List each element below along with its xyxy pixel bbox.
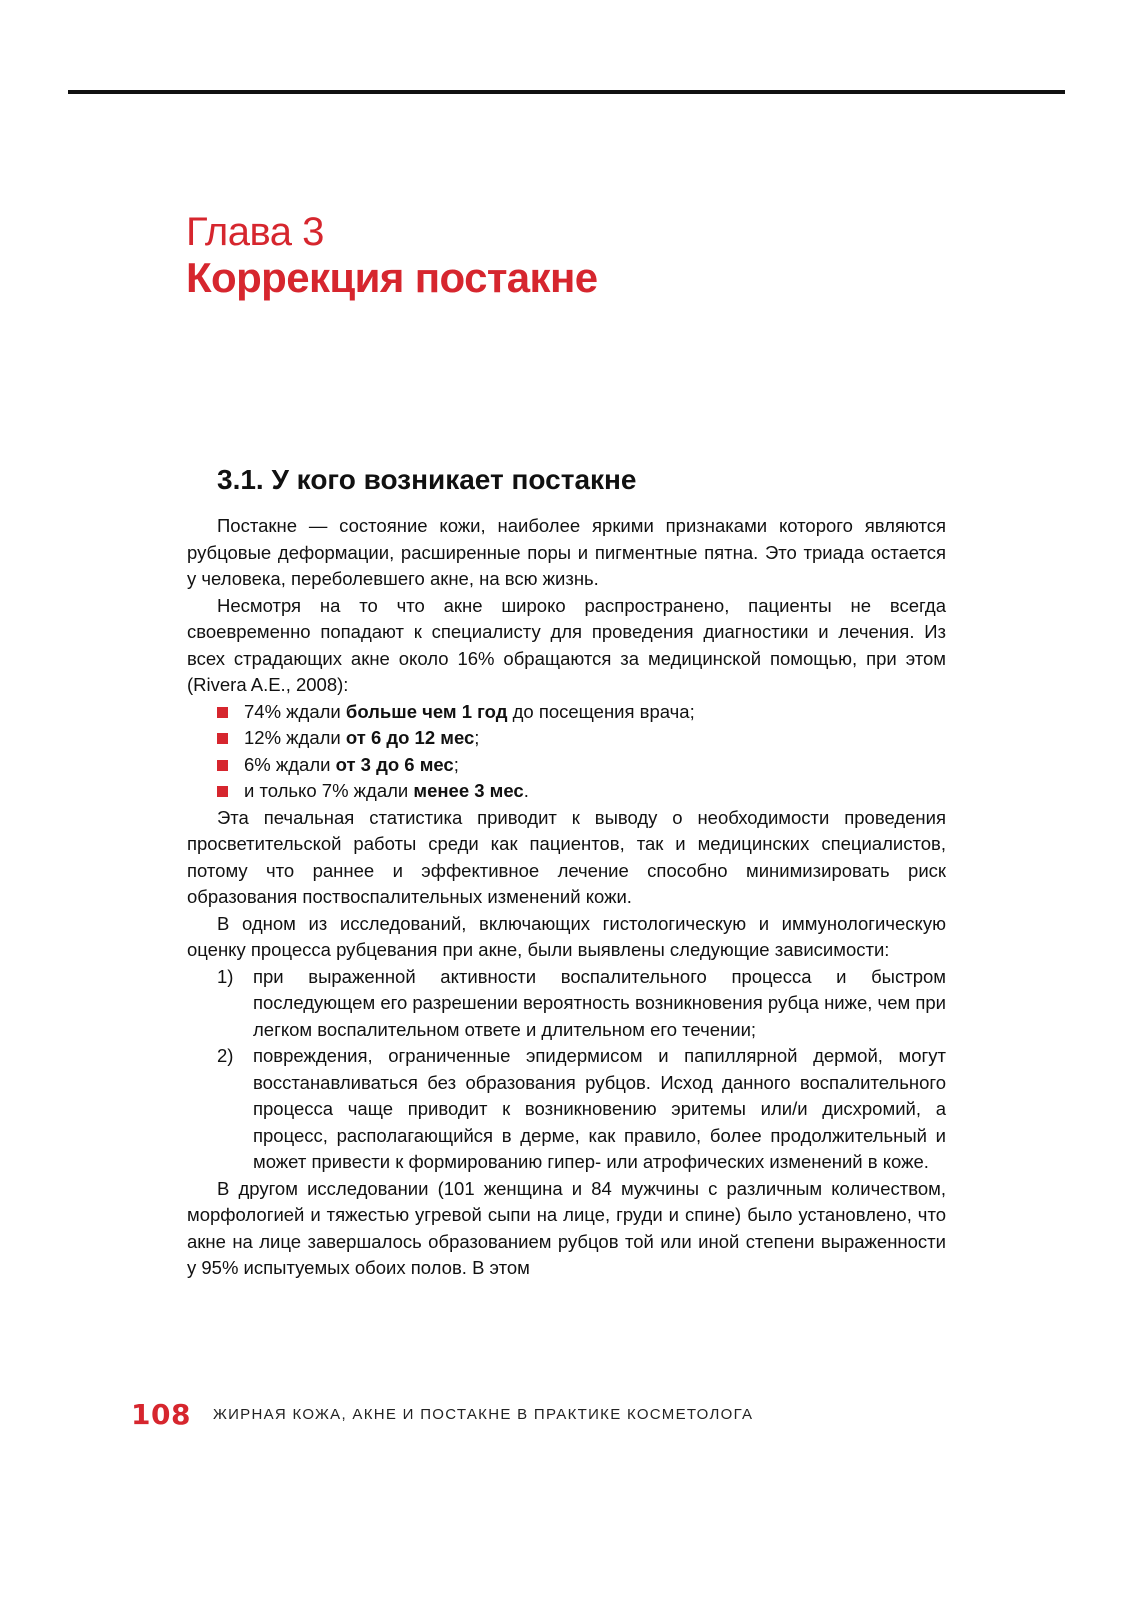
paragraph: В другом исследовании (101 женщина и 84 мужчины с различным количеством, морфологией и тяжестью угревой сыпи на лице, груди и спине) было установлено, что акне на лице завершалось образованием рубцов той или иной степени выраженности у 95% испытуемых обоих полов. В этом	[187, 1177, 946, 1278]
bullet-text: 12% ждали	[244, 727, 346, 748]
bullet-item	[187, 752, 946, 779]
chapter-label: Глава 3	[186, 210, 324, 254]
numbered-text: при выраженной активности воспалительного процесса и быстром последующем его разрешении вероятность возникновения рубца ниже, чем при легком воспалительном ответе и длительном его течении;	[253, 965, 946, 1040]
red-square-bullet-icon	[217, 707, 228, 718]
numbered-item	[187, 1043, 946, 1176]
running-title: ЖИРНАЯ КОЖА, АКНЕ И ПОСТАКНЕ В ПРАКТИКЕ КОСМЕТОЛОГА	[212, 1405, 754, 1423]
bullet-text: до посещения врача;	[507, 700, 695, 722]
bullet-item	[187, 699, 946, 726]
numbered-item	[187, 964, 946, 1044]
bullet-text: ;	[453, 753, 459, 775]
item-number: 2)	[217, 1045, 234, 1066]
paragraph: В одном из исследований, включающих гистологическую и иммунологическую оценку процесса рубцевания при акне, были выявлены следующие зависимости:	[187, 912, 946, 960]
bullet-bold-text: от 6 до 12 мес	[345, 727, 475, 748]
paragraph: Несмотря на то что акне широко распространено, пациенты не всегда своевременно попадают к специалисту для проведения диагностики и лечения. Из всех страдающих акне около 16% обращаются за медицинской помощью, при этом (Rivera A.E., 2008):	[187, 594, 946, 695]
page-footer	[131, 1399, 753, 1429]
paragraph: Эта печальная статистика приводит к выводу о необходимости проведения просветительской работы среди как пациентов, так и медицинских специалистов, потому что раннее и эффективное лечение способно минимизировать риск образования поствоспалительных изменений кожи.	[187, 806, 946, 907]
top-rule	[68, 90, 1065, 94]
chapter-title: Коррекция постакне	[186, 254, 598, 301]
bullet-text: 74% ждали	[244, 700, 346, 722]
numbered-list	[187, 964, 946, 1176]
bullet-item	[187, 725, 946, 752]
bullet-text: .	[523, 780, 529, 801]
bullet-item	[187, 778, 946, 805]
bullet-text: ;	[474, 727, 480, 748]
bullet-text: 6% ждали	[244, 753, 336, 775]
bullet-bold-text: больше чем 1 год	[345, 700, 508, 722]
paragraph: Постакне — состояние кожи, наиболее яркими признаками которого являются рубцовые деформации, расширенные поры и пигментные пятна. Это триада остается у человека, переболевшего акне, на всю жизнь.	[187, 515, 946, 589]
red-square-bullet-icon	[217, 733, 228, 744]
numbered-text: повреждения, ограниченные эпидермисом и папиллярной дермой, могут восстанавливаться без образования рубцов. Исход данного воспалительного процесса чаще приводит к возникновению эритемы или/и дисхромий, а процесс, располагающийся в дерме, как правило, более продолжительный и может привести к формированию гипер- или атрофических изменений в коже.	[253, 1045, 946, 1172]
bullet-list	[187, 699, 946, 805]
red-square-bullet-icon	[217, 786, 228, 797]
body-text	[187, 513, 946, 1282]
bullet-bold-text: от 3 до 6 мес	[335, 753, 454, 775]
bullet-bold-text: менее 3 мес	[413, 780, 524, 801]
item-number: 1)	[217, 965, 234, 987]
red-square-bullet-icon	[217, 760, 228, 771]
page-number: 108	[131, 1397, 191, 1431]
bullet-text: и только 7% ждали	[244, 780, 414, 801]
section-heading: 3.1. У кого возникает постакне	[217, 464, 637, 495]
